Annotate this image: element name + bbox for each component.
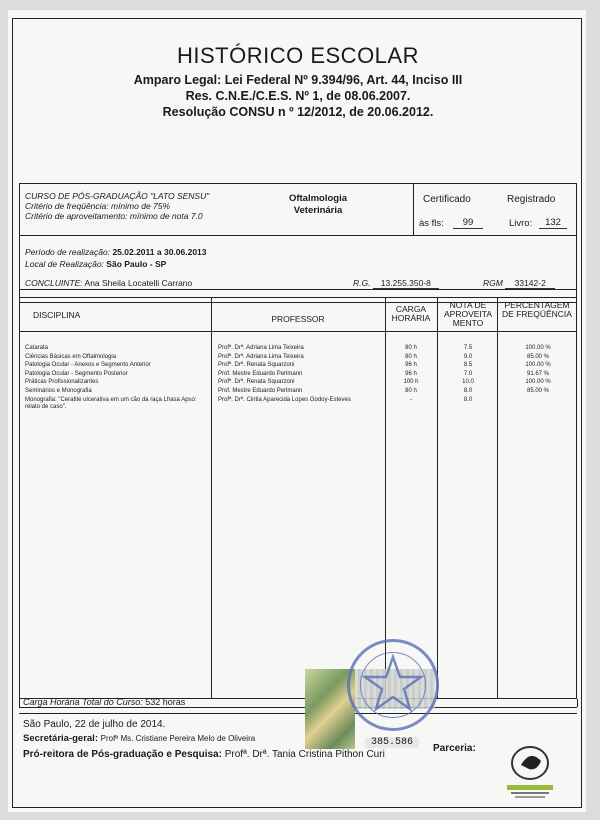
freq-cell: 100.00 %	[525, 345, 551, 351]
registrado-label: Registrado	[507, 194, 556, 205]
star-icon	[347, 639, 439, 731]
secretaria-label: Secretária-geral:	[23, 733, 98, 744]
livro-value: 132	[539, 217, 567, 229]
freq-cell: 85.00 %	[526, 353, 550, 360]
professor-cell: Prof. Mestre Eduardo Perlmann	[218, 388, 303, 394]
legal-line-1: Amparo Legal: Lei Federal Nº 9.394/96, Art. 44, Inciso III	[133, 73, 463, 87]
disciplina-cell: Patologia Ocular - Segmento Posterior	[25, 370, 128, 377]
nota-cell: 7.5	[463, 345, 473, 351]
document-title: HISTÓRICO ESCOLAR	[177, 43, 419, 68]
freq-cell: 85.00 %	[526, 388, 550, 394]
concluinte-row	[25, 278, 192, 288]
total-value: 532 horas	[145, 697, 186, 707]
nota-cell: 8.0	[463, 396, 473, 403]
course-name-2: Veterinária	[293, 205, 343, 216]
carga-cell: 100 h	[403, 379, 419, 386]
partner-logo-icon	[501, 741, 559, 801]
concluinte-value: Ana Sheila Locatelli Carrano	[84, 278, 193, 288]
disciplina-cell: Seminários e Monografia	[25, 388, 92, 394]
document-sheet	[8, 10, 586, 812]
rg-row	[353, 278, 439, 289]
secretaria-value: Profª Ms. Cristiane Pereira Melo de Oliveira	[100, 734, 256, 743]
col-nota: NOTA DE APROVEITA MENTO	[443, 300, 493, 328]
place-date: São Paulo, 22 de julho de 2014.	[23, 719, 166, 730]
disciplina-cell: Monografia: "Ceratite ulcerativa em um cão da raça Lhasa Apso: relato de caso".	[25, 396, 197, 410]
nota-cell: 8.5	[463, 362, 473, 369]
parceria-label: Parceria:	[433, 743, 476, 754]
professor-cell: Profª. Drª. Cintia Aparecida Lopes Godoy-Esteves	[218, 396, 351, 403]
place-value: São Paulo - SP	[106, 259, 167, 269]
rgm-label: RGM	[483, 278, 503, 288]
col-carga: CARGA HORÁRIA	[391, 304, 431, 323]
period-label: Período de realização:	[25, 247, 111, 257]
disciplina-cell: Ciências Básicas em Oftalmologia	[25, 353, 117, 360]
fls-label: às fls:	[419, 218, 444, 229]
professor-cell: Profª. Drª. Renata Squarzoni	[218, 379, 295, 386]
professor-cell: Profª. Drª. Adriana Lima Teixeira	[218, 353, 304, 360]
rgm-row	[483, 278, 555, 289]
freq-criteria: Critério de freqüência: mínimo de 75%	[25, 201, 171, 211]
secretaria-row	[23, 733, 255, 744]
period-row	[25, 247, 207, 257]
nota-cell: 9.0	[463, 353, 473, 360]
fls-value: 99	[453, 217, 483, 229]
nota-cell: 8.0	[463, 388, 473, 394]
seal-number: 385.586	[365, 737, 419, 748]
professor-cell: Profª. Drª. Adriana Lima Teixeira	[218, 345, 304, 351]
carga-cell: 80 h	[405, 353, 417, 360]
rg-value: 13.255.350-8	[373, 278, 439, 289]
place-label: Local de Realização:	[25, 259, 104, 269]
freq-cell: 91.67 %	[526, 370, 550, 377]
course-name-1: Oftalmologia	[288, 193, 348, 204]
nota-cell: 7.0	[463, 370, 473, 377]
carga-cell: -	[410, 396, 412, 403]
disciplina-cell: Patologia Ocular - Anexos e Segmento Anterior	[25, 362, 151, 369]
university-stamp	[347, 639, 439, 731]
freq-cell: 100.00 %	[525, 379, 551, 386]
col-professor: PROFESSOR	[271, 314, 325, 324]
proreitora-row	[23, 749, 385, 760]
total-label: Carga Horária Total do Curso:	[23, 697, 143, 707]
legal-line-2: Res. C.N.E./C.E.S. Nº 1, de 08.06.2007.	[185, 89, 411, 103]
period-value: 25.02.2011 a 30.06.2013	[112, 247, 207, 257]
legal-line-3: Resolução CONSU n º 12/2012, de 20.06.2012.	[162, 105, 434, 119]
total-row	[23, 697, 185, 707]
disciplina-cell: Catarata	[25, 345, 49, 351]
carga-cell: 80 h	[405, 388, 417, 394]
freq-cell: 100.00 %	[525, 362, 551, 369]
carga-cell: 80 h	[405, 345, 417, 351]
nota-cell: 10.0	[462, 379, 474, 386]
carga-cell: 96 h	[405, 362, 417, 369]
carga-cell: 96 h	[405, 370, 417, 377]
grade-criteria: Critério de aproveitamento: mínimo de nota 7.0	[25, 211, 203, 221]
rg-label: R.G.	[353, 278, 371, 288]
livro-label: Livro:	[509, 218, 533, 229]
proreitora-label: Pró-reitora de Pós-graduação e Pesquisa:	[23, 749, 222, 760]
col-freq: PERCENTAGEM DE FREQÜÊNCIA	[502, 300, 572, 319]
concluinte-label: CONCLUINTE:	[25, 278, 83, 288]
disciplina-cell: Práticas Profissionalizantes	[25, 379, 99, 386]
proreitora-value: Profª. Drª. Tania Cristina Pithon Curi	[224, 749, 385, 760]
rgm-value: 33142-2	[505, 278, 555, 289]
place-row	[25, 259, 166, 269]
professor-cell: Prof. Mestre Eduardo Perlmann	[218, 370, 303, 377]
certificado-label: Certificado	[423, 194, 471, 205]
col-disciplina: DISCIPLINA	[33, 310, 81, 320]
document-frame	[12, 18, 582, 808]
course-type: CURSO DE PÓS-GRADUAÇÃO "LATO SENSU"	[25, 191, 210, 201]
professor-cell: Profª. Drª. Renata Squarzoni	[218, 362, 295, 369]
